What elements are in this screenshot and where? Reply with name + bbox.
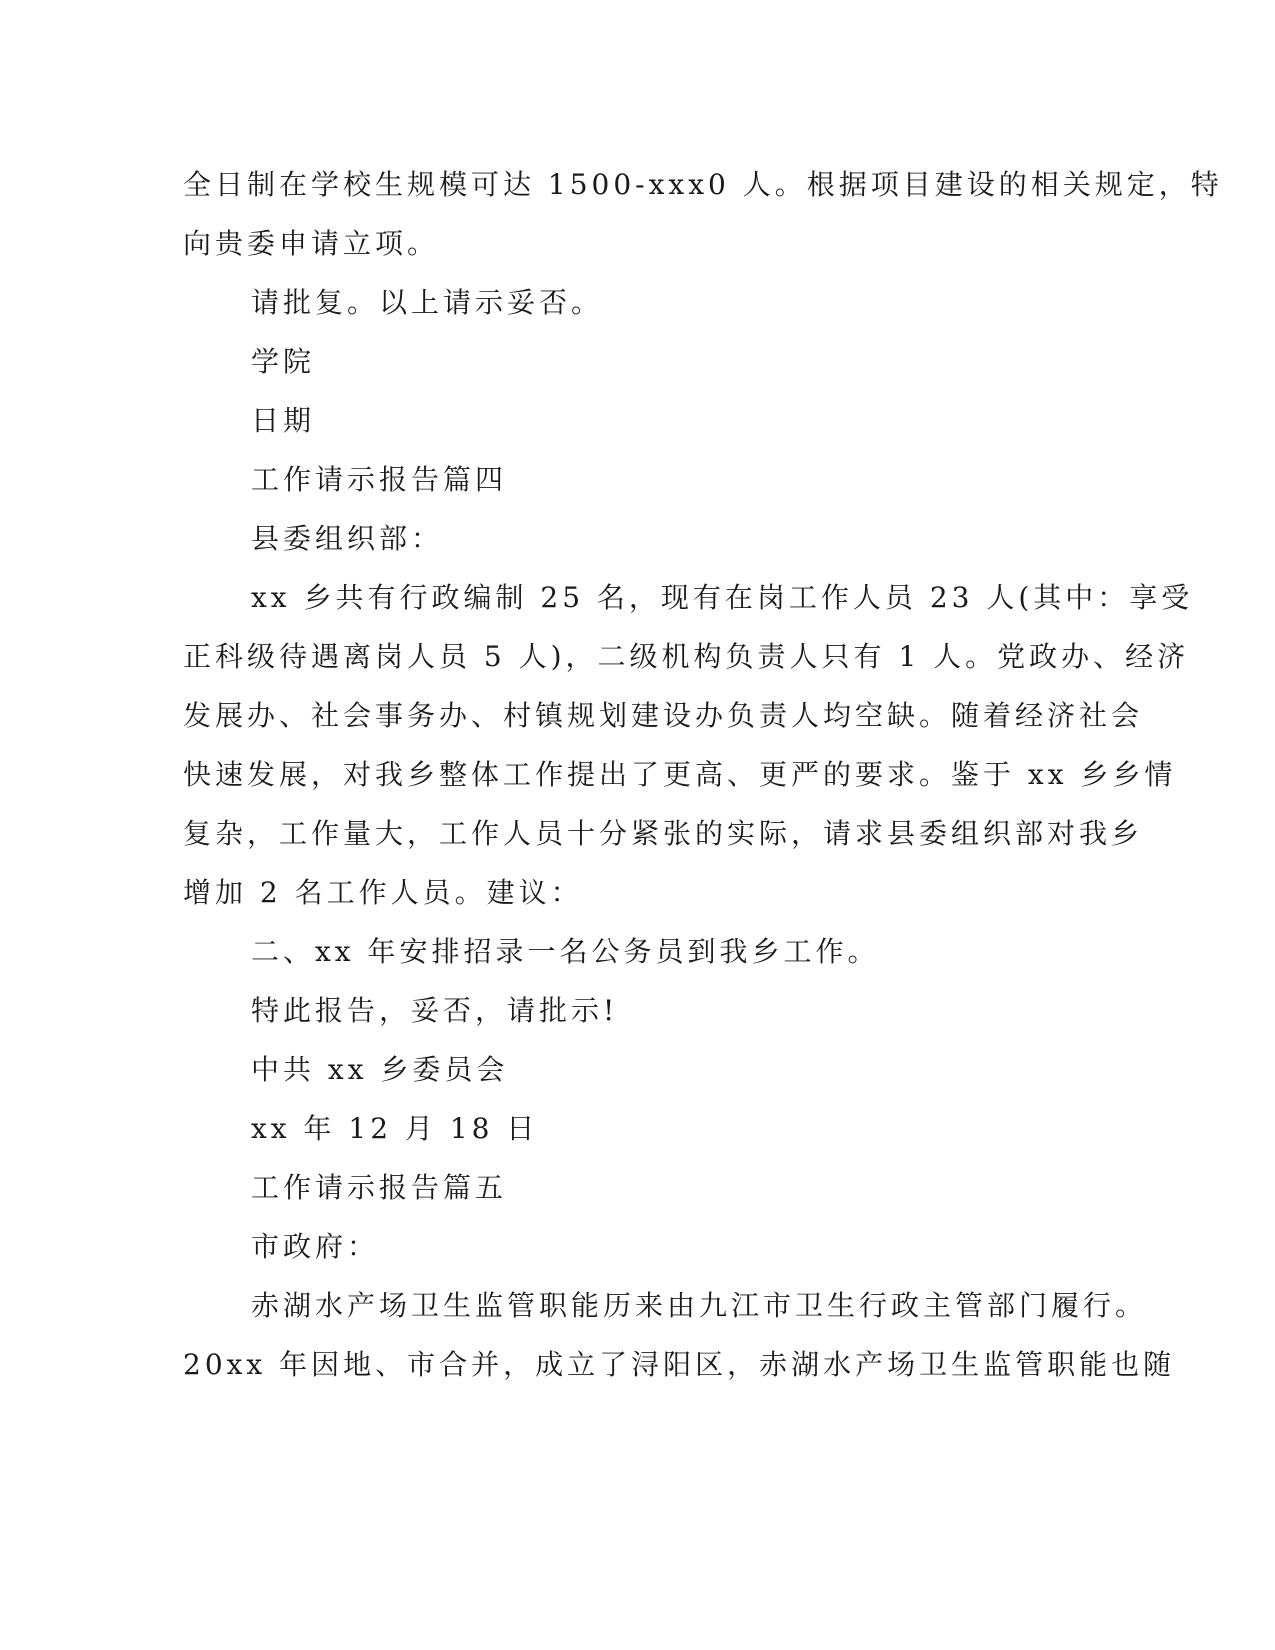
text-line: 请批复。以上请示妥否。 [251,286,604,319]
section-heading: 工作请示报告篇五 [251,1171,508,1204]
signature-org: 学院 [251,345,316,378]
addressee: 县委组织部： [251,522,444,555]
text-line: xx 乡共有行政编制 25 名，现有在岗工作人员 23 人(其中：享受 [251,581,1194,614]
text-line: 赤湖水产场卫生监管职能历来由九江市卫生行政主管部门履行。 [251,1289,1148,1322]
signature-date: 日期 [251,404,316,437]
text-line: 向贵委申请立项。 [183,227,440,260]
signature-org: 中共 xx 乡委员会 [251,1053,509,1086]
text-line: 增加 2 名工作人员。建议： [183,876,583,909]
section-heading: 工作请示报告篇四 [251,463,508,496]
document-body [183,155,1223,1394]
text-line: 二、xx 年安排招录一名公务员到我乡工作。 [251,935,880,968]
closing-line: 特此报告，妥否，请批示! [251,994,619,1027]
text-line: 正科级待遇离岗人员 5 人)，二级机构负责人只有 1 人。党政办、经济 [183,640,1190,673]
signature-date: xx 年 12 月 18 日 [251,1112,539,1145]
text-line: 快速发展，对我乡整体工作提出了更高、更严的要求。鉴于 xx 乡乡情 [183,758,1177,791]
text-line: 复杂，工作量大，工作人员十分紧张的实际，请求县委组织部对我乡 [183,817,1144,850]
text-line: 全日制在学校生规模可达 1500-xxx0 人。根据项目建设的相关规定，特 [183,168,1223,201]
text-line: 发展办、社会事务办、村镇规划建设办负责人均空缺。随着经济社会 [183,699,1144,732]
addressee: 市政府： [251,1230,380,1263]
text-line: 20xx 年因地、市合并，成立了浔阳区，赤湖水产场卫生监管职能也随 [183,1348,1176,1381]
